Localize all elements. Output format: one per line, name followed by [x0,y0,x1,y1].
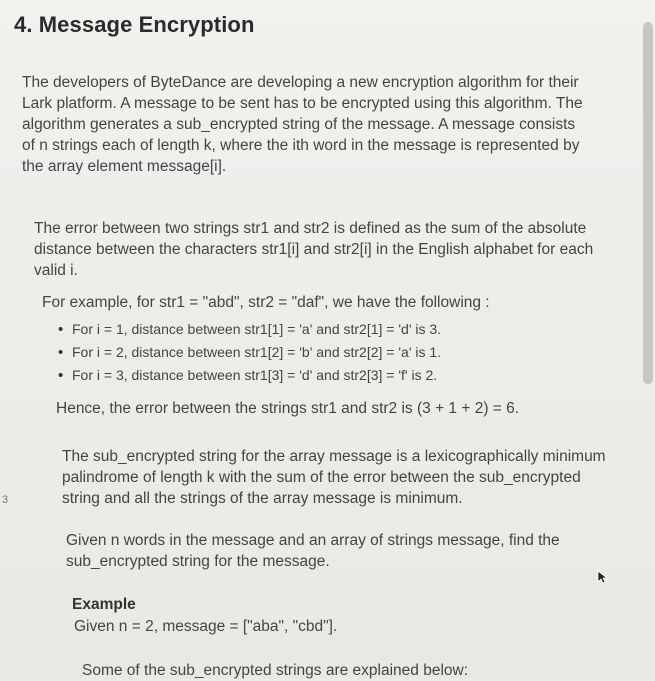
example-input-text: Given n = 2, message = ["aba", "cbd"]. [74,618,338,635]
error-result-paragraph: Hence, the error between the strings str1 and str2 is (3 + 1 + 2) = 6. [56,400,520,417]
list-item: • For i = 2, distance between str1[2] = 'b' and str2[2] = 'a' is 1. [58,341,441,364]
example-bullet-list [42,318,441,387]
example-intro-paragraph: For example, for str1 = "abd", str2 = "daf", we have the following : [42,294,490,311]
error-definition-paragraph: The error between two strings str1 and str2 is defined as the sum of the absolute distance between the characters str1[i] and str2[i] in the English alphabet for each valid i. [34,220,594,279]
mouse-cursor-icon [597,570,609,584]
intro-paragraph: The developers of ByteDance are developing a new encryption algorithm for their Lark platform. A message to be sent has to be encrypted using this algorithm. The algorithm generates a sub_encrypted string of the message. A message consists of n strings each of length k, where the ith word in the message is represented by the array element message[i]. [22,74,583,175]
explanation-paragraph: Some of the sub_encrypted strings are explained below: [82,662,469,679]
task-paragraph: Given n words in the message and an array of strings message, find the sub_encrypted string for the message. [66,532,560,570]
sub-encrypted-definition-paragraph: The sub_encrypted string for the array message is a lexicographically minimum palindrome of length k with the sum of the error between the sub_encrypted string and all the strings of the array message is minimum. [62,448,606,507]
example-heading: Example [72,596,136,613]
page-title: 4. Message Encryption [14,12,255,37]
list-item: • For i = 3, distance between str1[3] = 'd' and str2[3] = 'f' is 2. [58,364,441,387]
vertical-scrollbar[interactable] [643,22,653,384]
left-edge-mark: 3 [2,494,9,506]
list-item: • For i = 1, distance between str1[1] = 'a' and str2[1] = 'd' is 3. [58,318,441,341]
